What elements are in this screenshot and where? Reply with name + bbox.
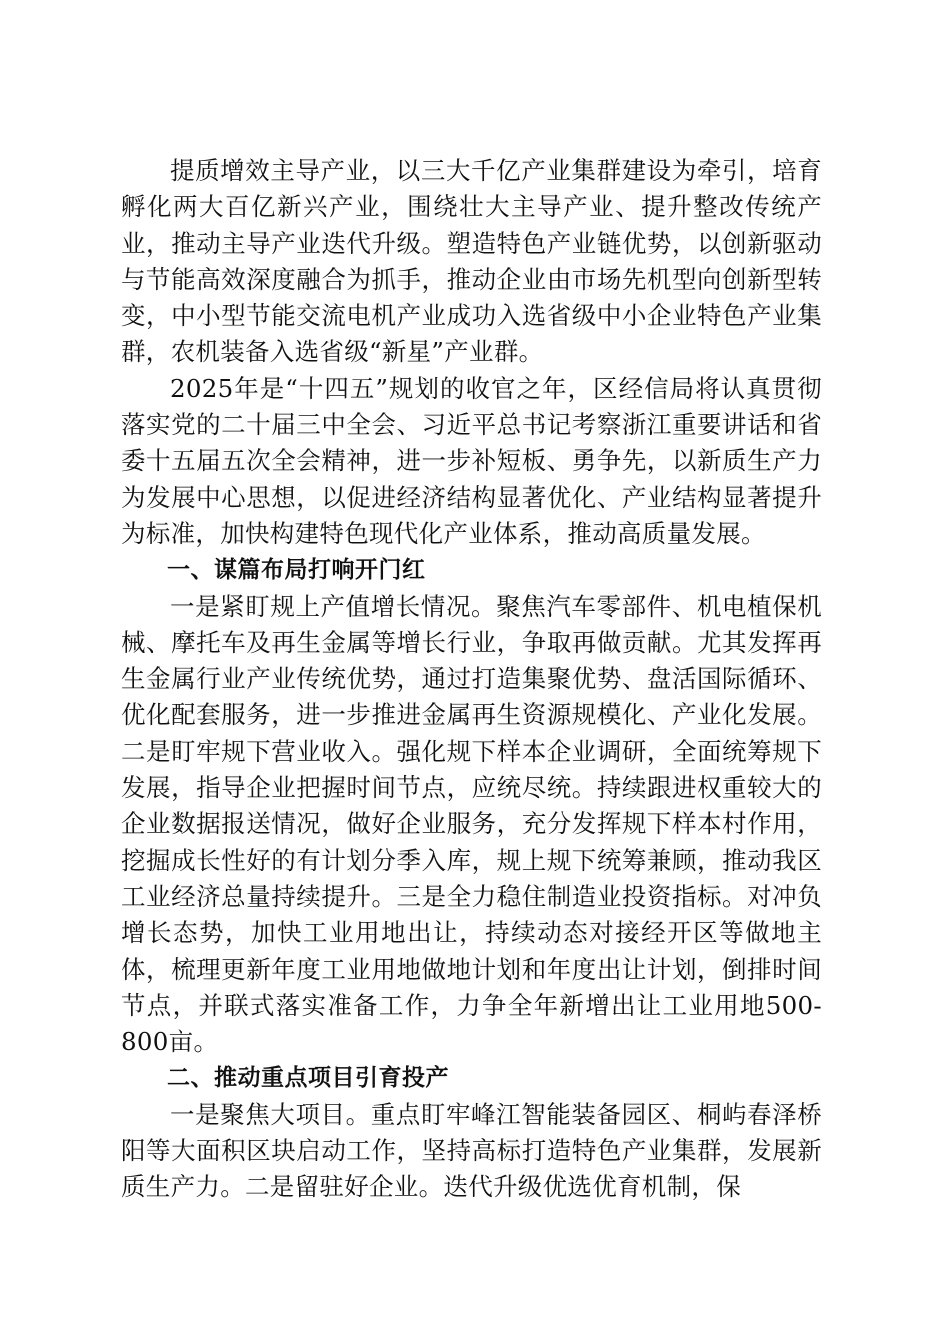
section-heading-2: 二、推动重点项目引育投产 — [167, 1065, 449, 1092]
section-1-body: 一是紧盯规上产值增长情况。聚焦汽车零部件、机电植保机械、摩托车及再生金属等增长行业，争取再做贡献。尤其发挥再生金属行业产业传统优势，通过打造集聚优势、盘活国际循环、优化配套服务，进一步推进金属再生资源规模化、产业化发展。二是盯牢规下营业收入。强化规下样本企业调研，全面统筹规下发展，指导企业把握时间节点，应统尽统。持续跟进权重较大的企业数据报送情况，做好企业服务，充分发挥规下样本村作用，挖掘成长性好的有计划分季入库，规上规下统筹兼顾，推动我区工业经济总量持续提升。三是全力稳住制造业投资指标。对冲负增长态势，加快工业用地出让，持续动态对接经开区等做地主体，梳理更新年度工业用地做地计划和年度出让计划，倒排时间节点，并联式落实准备工作，力争全年新增出让工业用地500-800亩。 — [121, 591, 822, 1057]
section-2-body: 一是聚焦大项目。重点盯牢峰江智能装备园区、桐屿春泽桥阳等大面积区块启动工作，坚持高标打造特色产业集群，发展新质生产力。二是留驻好企业。迭代升级优选优育机制，保 — [121, 1099, 822, 1202]
paragraph-2025-outlook: 2025年是“十四五”规划的收官之年，区经信局将认真贯彻落实党的二十届三中全会、习近平总书记考察浙江重要讲话和省委十五届五次全会精神，进一步补短板、勇争先，以新质生产力为发展中心思想，以促进经济结构显著优化、产业结构显著提升为标准，加快构建特色现代化产业体系，推动高质量发展。 — [121, 373, 822, 548]
section-heading-1: 一、谋篇布局打响开门红 — [167, 557, 426, 584]
paragraph-industry-upgrade: 提质增效主导产业，以三大千亿产业集群建设为牵引，培育孵化两大百亿新兴产业，围绕壮大主导产业、提升整改传统产业，推动主导产业迭代升级。塑造特色产业链优势，以创新驱动与节能高效深度融合为抓手，推动企业由市场先机型向创新型转变，中小型节能交流电机产业成功入选省级中小企业特色产业集群，农机装备入选省级“新星”产业群。 — [121, 156, 822, 367]
document-body — [121, 153, 822, 1206]
